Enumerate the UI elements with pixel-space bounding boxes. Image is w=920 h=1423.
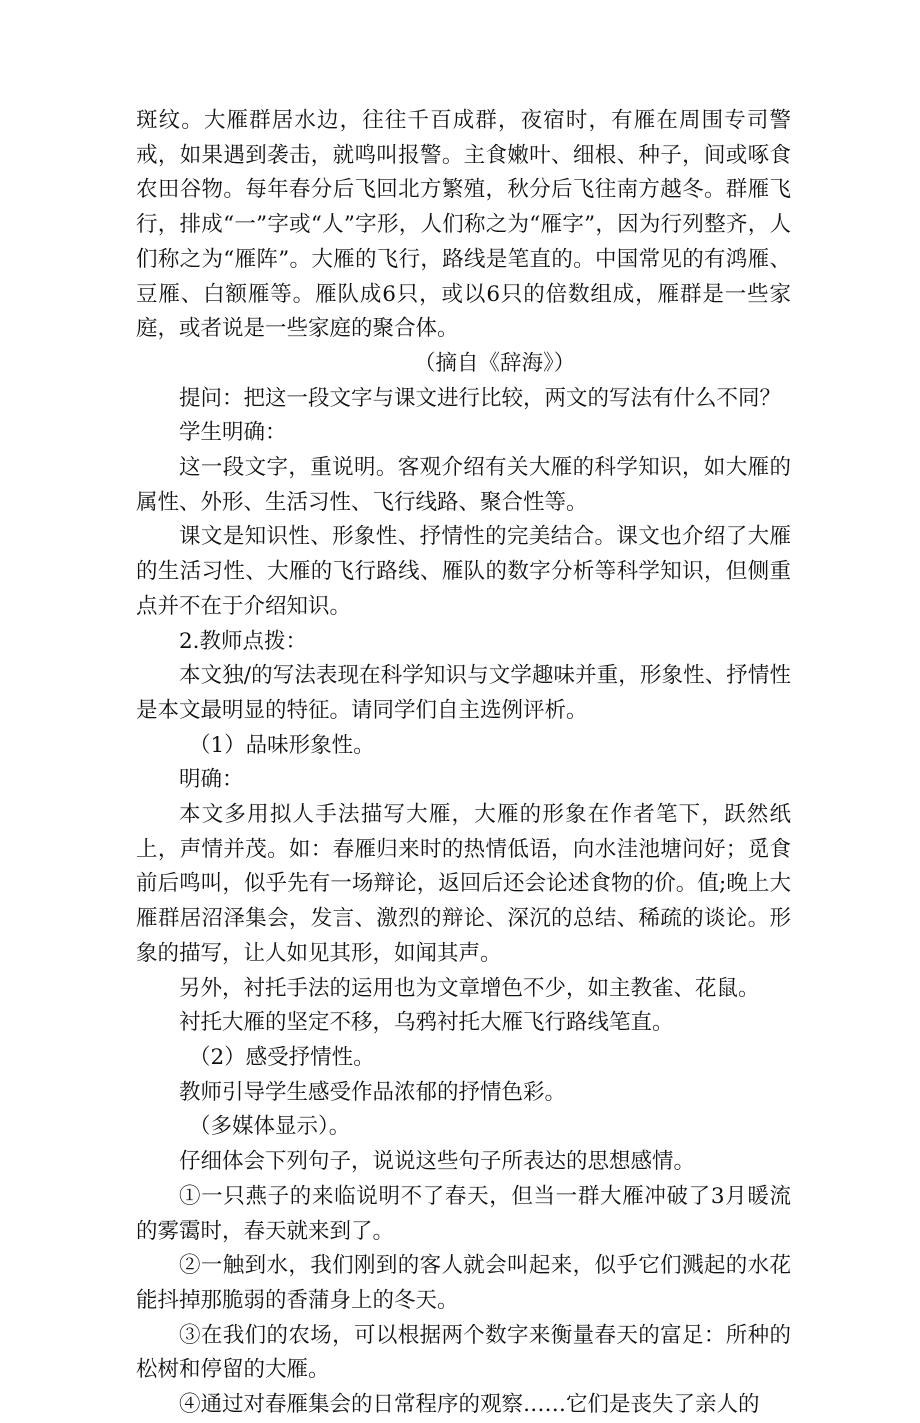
guidance-paragraph: 本文独/的写法表现在科学知识与文学趣味并重，形象性、抒情性是本文最明显的特征。请同学们自主选例评析。: [136, 663, 791, 723]
sentence-item-2: ②一触到水，我们刚到的客人就会叫起来，似乎它们溅起的水花能抖掉那脆弱的香蒲身上的冬天。: [136, 1253, 791, 1313]
contrast-paragraph-1: 另外，衬托手法的运用也为文章增色不少，如主教雀、花鼠。: [179, 975, 760, 1001]
lyricism-paragraph: 教师引导学生感受作品浓郁的抒情色彩。: [179, 1079, 567, 1105]
subheading-lyricism: （2）感受抒情性。: [189, 1044, 375, 1070]
section-heading-teacher-guidance: 2.教师点拨：: [179, 628, 308, 654]
sentence-item-3: ③在我们的农场，可以根据两个数字来衡量春天的富足：所种的松树和停留的大雁。: [136, 1322, 791, 1383]
contrast-paragraph-2: 衬托大雁的坚定不移，乌鸦衬托大雁飞行路线笔直。: [179, 1010, 674, 1036]
clarify-label: 明确：: [179, 767, 244, 793]
subheading-imagery: （1）品味形象性。: [189, 732, 375, 758]
sentence-item-1: ①一只燕子的来临说明不了春天，但当一群大雁冲破了3月暖流的雾霭时，春天就来到了。: [136, 1183, 791, 1244]
answer-paragraph-1: 这一段文字，重说明。客观介绍有关大雁的科学知识，如大雁的属性、外形、生活习性、飞行线路、聚合性等。: [136, 455, 791, 515]
document-page: [136, 104, 791, 1423]
source-citation: （摘自《辞海》）: [414, 350, 576, 376]
multimedia-note: （多媒体显示）。: [189, 1114, 351, 1140]
question-paragraph: 提问：把这一段文字与课文进行比较，两文的写法有什么不同？: [179, 385, 782, 411]
answer-paragraph-2: 课文是知识性、形象性、抒情性的完美结合。课文也介绍了大雁的生活习性、大雁的飞行路线、雁队的数字分析等科学知识，但侧重点并不在于介绍知识。: [136, 524, 791, 619]
imagery-paragraph: 本文多用拟人手法描写大雁，大雁的形象在作者笔下，跃然纸上，声情并茂。如：春雁归来时的热情低语，向水洼池塘问好；觅食前后鸣叫，似乎先有一场辩论，返回后还会论述食物的价。值;晚上大雁群居沼泽集会，发言、激烈的辩论、深沉的总结、稀疏的谈论。形象的描写，让人如见其形，如闻其声。: [136, 802, 791, 966]
sentence-item-4: ④通过对春雁集会的日常程序的观察……它们是丧失了亲人的: [179, 1392, 760, 1418]
student-answer-heading: 学生明确：: [179, 420, 287, 446]
paragraph-dictionary-excerpt: 斑纹。大雁群居水边，往往千百成群，夜宿时，有雁在周围专司警戒，如果遇到袭击，就鸣叫报警。主食嫩叶、细根、种子，间或啄食农田谷物。每年春分后飞回北方繁殖，秋分后飞往南方越冬。群雁飞行，排成“一”字或“人”字形，人们称之为“雁字”，因为行列整齐，人们称之为“雁阵”。大雁的飞行，路线是笔直的。中国常见的有鸿雁、豆雁、白额雁等。雁队成6只，或以6只的倍数组成，雁群是一些家庭，或者说是一些家庭的聚合体。: [136, 108, 791, 342]
instruction-paragraph: 仔细体会下列句子，说说这些句子所表达的思想感情。: [179, 1149, 696, 1175]
